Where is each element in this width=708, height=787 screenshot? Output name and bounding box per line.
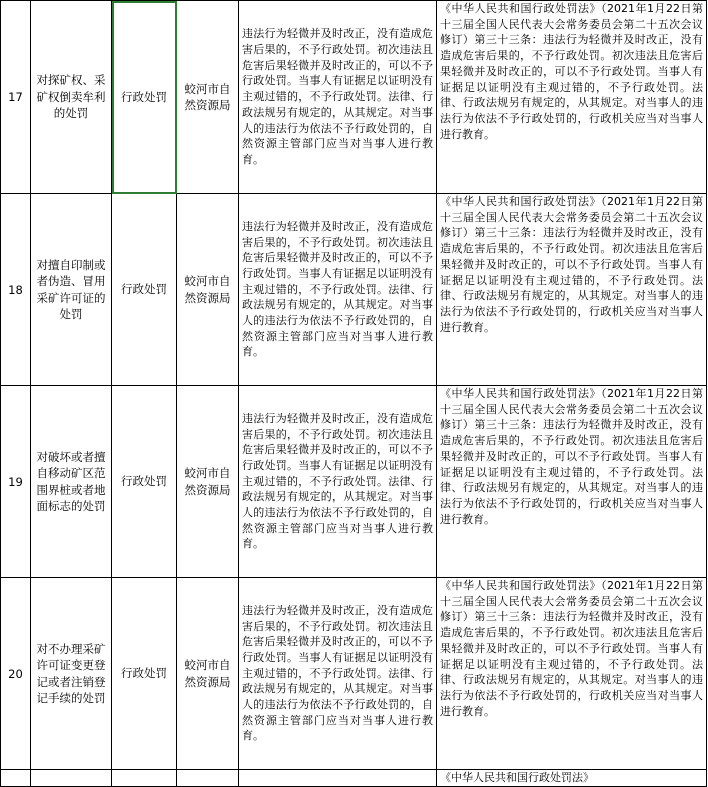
table-row	[1, 194, 707, 386]
row-number-cell[interactable]: 19	[1, 386, 31, 578]
item-name-cell[interactable]: 对不办理采矿许可证变更登记或者注销登记手续的处罚	[31, 578, 112, 770]
row-number-cell[interactable]: 17	[1, 1, 31, 194]
item-name-cell[interactable]	[31, 770, 112, 787]
item-type-cell[interactable]: 行政处罚	[112, 386, 177, 578]
table-row	[1, 386, 707, 578]
department-cell[interactable]: 蛟河市自然资源局	[177, 578, 239, 770]
standard-cell[interactable]	[239, 770, 437, 787]
item-name-cell[interactable]: 对破坏或者擅自移动矿区范围界桩或者地面标志的处罚	[31, 386, 112, 578]
item-type-cell[interactable]: 行政处罚	[112, 578, 177, 770]
row-number-cell[interactable]	[1, 770, 31, 787]
department-cell[interactable]: 蛟河市自然资源局	[177, 386, 239, 578]
legal-basis-cell[interactable]: 《中华人民共和国行政处罚法》（2021年1月22日第十三届全国人民代表大会常务委员会第二十五次会议修订）第三十三条：违法行为轻微并及时改正，没有造成危害后果的，不予行政处罚。初次违法且危害后果轻微并及时改正的，可以不予行政处罚。当事人有证据足以证明没有主观过错的，不予行政处罚。法律、行政法规另有规定的，从其规定。对当事人的违法行为依法不予行政处罚的，行政机关应当对当事人进行教育。	[437, 386, 707, 578]
standard-cell[interactable]: 违法行为轻微并及时改正，没有造成危害后果的，不予行政处罚。初次违法且危害后果轻微并及时改正的，可以不予行政处罚。当事人有证据足以证明没有主观过错的，不予行政处罚。法律、行政法规另有规定的，从其规定。对当事人的违法行为依法不予行政处罚的，自然资源主管部门应当对当事人进行教育。	[239, 194, 437, 386]
table-row-partial	[1, 770, 707, 787]
standard-cell[interactable]: 违法行为轻微并及时改正，没有造成危害后果的，不予行政处罚。初次违法且危害后果轻微并及时改正的，可以不予行政处罚。当事人有证据足以证明没有主观过错的，不予行政处罚。法律、行政法规另有规定的，从其规定。对当事人的违法行为依法不予行政处罚的，自然资源主管部门应当对当事人进行教育。	[239, 386, 437, 578]
department-cell[interactable]: 蛟河市自然资源局	[177, 1, 239, 194]
legal-basis-cell[interactable]: 《中华人民共和国行政处罚法》（2021年1月22日第十三届全国人民代表大会常务委员会第二十五次会议修订）第三十三条：违法行为轻微并及时改正，没有造成危害后果的，不予行政处罚。初次违法且危害后果轻微并及时改正的，可以不予行政处罚。当事人有证据足以证明没有主观过错的，不予行政处罚。法律、行政法规另有规定的，从其规定。对当事人的违法行为依法不予行政处罚的，行政机关应当对当事人进行教育。	[437, 578, 707, 770]
legal-basis-text: 《中华人民共和国行政处罚法》	[440, 771, 594, 784]
item-type-cell[interactable]: 行政处罚	[112, 194, 177, 386]
item-type-cell[interactable]: 行政处罚	[112, 1, 177, 194]
item-name-cell[interactable]: 对探矿权、采矿权倒卖牟利的处罚	[31, 1, 112, 194]
legal-basis-cell[interactable]	[437, 770, 707, 787]
table-row	[1, 1, 707, 194]
standard-cell[interactable]: 违法行为轻微并及时改正，没有造成危害后果的，不予行政处罚。初次违法且危害后果轻微并及时改正的，可以不予行政处罚。当事人有证据足以证明没有主观过错的，不予行政处罚。法律、行政法规另有规定的，从其规定。对当事人的违法行为依法不予行政处罚的，自然资源主管部门应当对当事人进行教育。	[239, 578, 437, 770]
item-type-cell[interactable]	[112, 770, 177, 787]
department-cell[interactable]: 蛟河市自然资源局	[177, 194, 239, 386]
table-row	[1, 578, 707, 770]
standard-cell[interactable]: 违法行为轻微并及时改正，没有造成危害后果的，不予行政处罚。初次违法且危害后果轻微并及时改正的，可以不予行政处罚。当事人有证据足以证明没有主观过错的，不予行政处罚。法律、行政法规另有规定的，从其规定。对当事人的违法行为依法不予行政处罚的，自然资源主管部门应当对当事人进行教育。	[239, 1, 437, 194]
row-number-cell[interactable]: 18	[1, 194, 31, 386]
department-cell[interactable]	[177, 770, 239, 787]
legal-basis-cell[interactable]: 《中华人民共和国行政处罚法》（2021年1月22日第十三届全国人民代表大会常务委员会第二十五次会议修订）第三十三条：违法行为轻微并及时改正，没有造成危害后果的，不予行政处罚。初次违法且危害后果轻微并及时改正的，可以不予行政处罚。当事人有证据足以证明没有主观过错的，不予行政处罚。法律、行政法规另有规定的，从其规定。对当事人的违法行为依法不予行政处罚的，行政机关应当对当事人进行教育。	[437, 194, 707, 386]
legal-basis-cell[interactable]: 《中华人民共和国行政处罚法》（2021年1月22日第十三届全国人民代表大会常务委员会第二十五次会议修订）第三十三条：违法行为轻微并及时改正，没有造成危害后果的，不予行政处罚。初次违法且危害后果轻微并及时改正的，可以不予行政处罚。当事人有证据足以证明没有主观过错的，不予行政处罚。法律、行政法规另有规定的，从其规定。对当事人的违法行为依法不予行政处罚的，行政机关应当对当事人进行教育。	[437, 1, 707, 194]
item-name-cell[interactable]: 对擅自印制或者伪造、冒用采矿许可证的处罚	[31, 194, 112, 386]
row-number-cell[interactable]: 20	[1, 578, 31, 770]
